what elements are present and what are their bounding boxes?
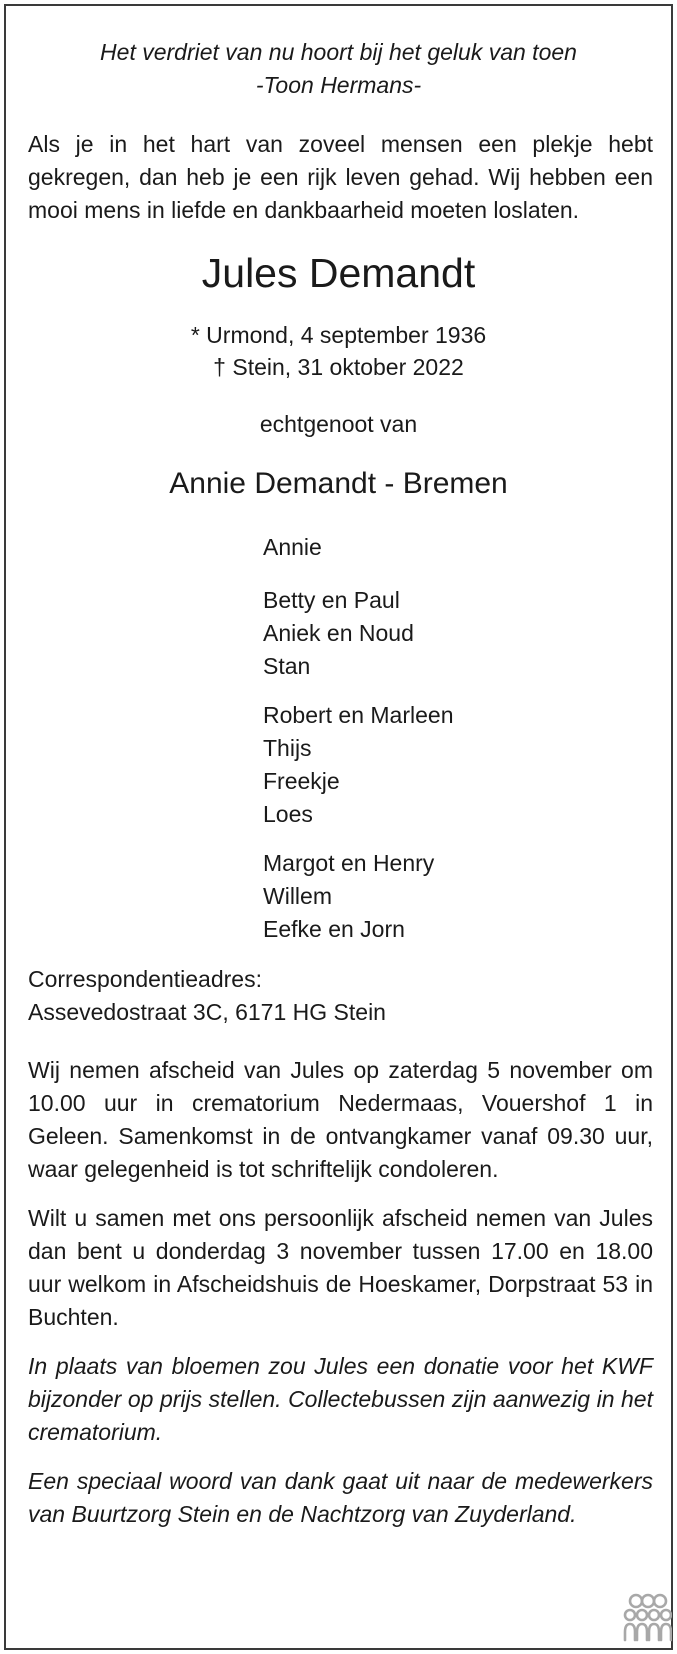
deceased-name: Jules Demandt	[201, 250, 476, 296]
family-member: Stan	[263, 653, 311, 679]
farewell-paragraph: Wij nemen afscheid van Jules op zaterdag 5 november om 10.00 uur in crematorium Nedermaas, Vouershof 1 in Geleen. Samenkomst in de ontvangkamer vanaf 09.30 uur, waar gelegenheid is tot schriftelijk condoleren.	[28, 1057, 653, 1182]
birth-line: * Urmond, 4 september 1936	[190, 322, 487, 348]
family-member: Willem	[263, 883, 332, 909]
thanks-paragraph: Een speciaal woord van dank gaat uit naar de medewerkers van Buurtzorg Stein en de Nachtzorg van Zuyderland.	[28, 1468, 653, 1527]
spouse-name: Annie Demandt - Bremen	[169, 467, 508, 500]
family-group	[263, 699, 454, 831]
family-member: Eefke en Jorn	[263, 916, 405, 942]
family-group	[263, 531, 322, 564]
correspondence-label: Correspondentieadres:	[28, 966, 262, 992]
visit-paragraph: Wilt u samen met ons persoonlijk afscheid nemen van Jules dan bent u donderdag 3 november tussen 17.00 en 18.00 uur welkom in Afscheidshuis de Hoeskamer, Dorpstraat 53 in Buchten.	[28, 1205, 653, 1330]
intro-paragraph: Als je in het hart van zoveel mensen een plekje hebt gekregen, dan heb je een rijk leven gehad. Wij hebben een mooi mens in liefde en dankbaarheid moeten loslaten.	[28, 131, 653, 223]
death-line: † Stein, 31 oktober 2022	[213, 354, 464, 380]
quote-text: Het verdriet van nu hoort bij het geluk van toen	[100, 39, 577, 65]
family-group	[263, 847, 434, 946]
family-member: Aniek en Noud	[263, 620, 414, 646]
family-member: Betty en Paul	[263, 587, 400, 613]
family-member: Annie	[263, 534, 322, 560]
donation-paragraph: In plaats van bloemen zou Jules een donatie voor het KWF bijzonder op prijs stellen. Collectebussen zijn aanwezig in het crematorium.	[28, 1353, 653, 1445]
obituary-card	[4, 4, 673, 1650]
family-member: Thijs	[263, 735, 312, 761]
relation-label: echtgenoot van	[259, 411, 418, 437]
family-member: Margot en Henry	[263, 850, 435, 876]
family-member: Freekje	[263, 768, 340, 794]
correspondence-address: Assevedostraat 3C, 6171 HG Stein	[28, 999, 386, 1025]
quote-author: -Toon Hermans-	[255, 72, 422, 98]
family-member: Robert en Marleen	[263, 702, 454, 728]
family-group	[263, 584, 414, 683]
family-member: Loes	[263, 801, 313, 827]
family-people-icon	[622, 1592, 672, 1646]
